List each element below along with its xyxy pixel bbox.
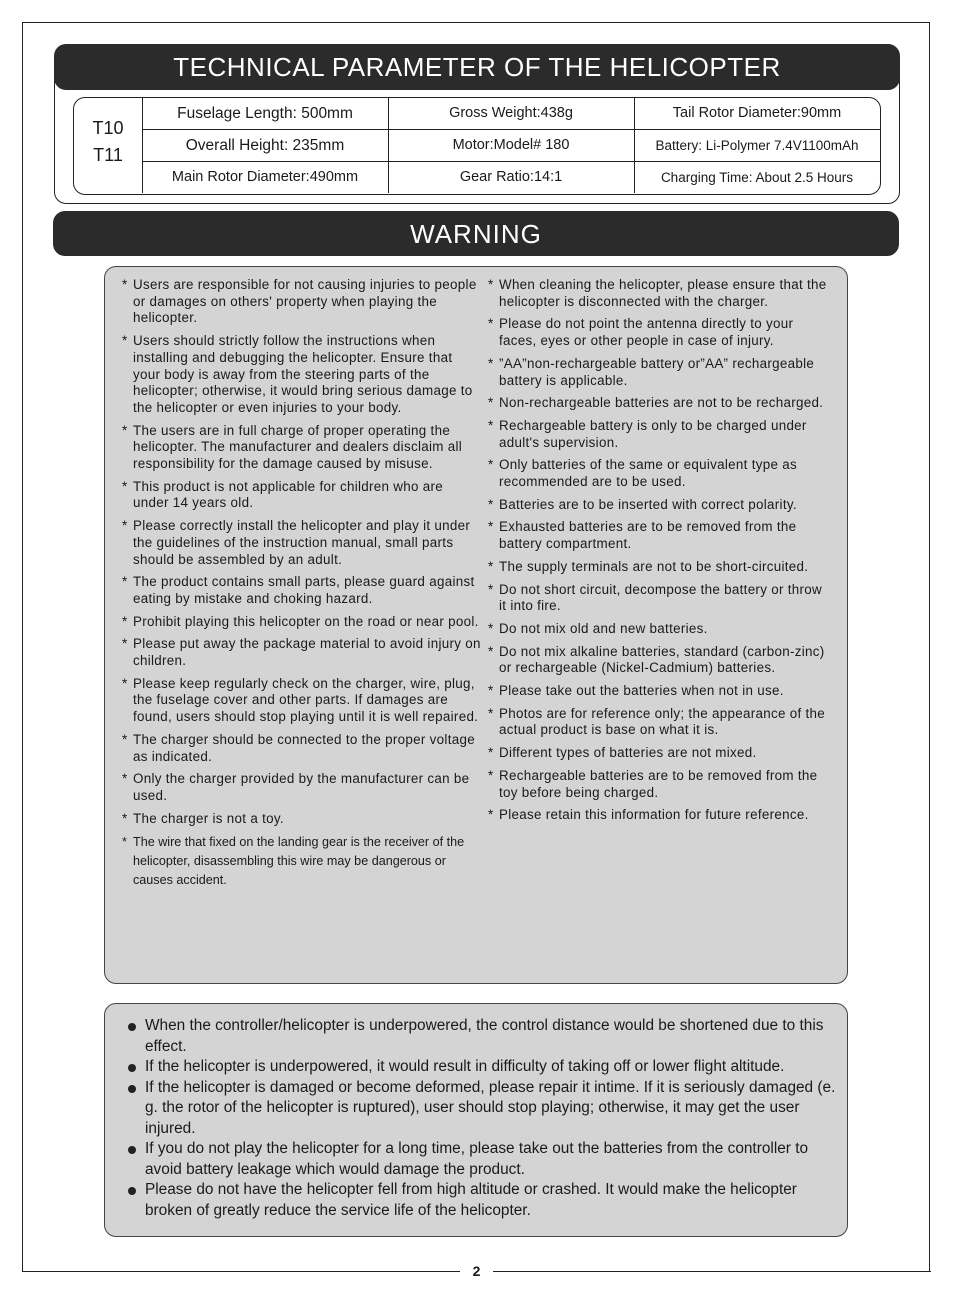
star-bullet: *	[488, 643, 494, 659]
star-bullet: *	[488, 277, 494, 292]
warning-item: * Please take out the batteries when not in use.	[488, 683, 784, 699]
star-bullet: *	[488, 316, 494, 332]
footer-rule-left	[22, 1271, 460, 1272]
note-item: If you do not play the helicopter for a long time, please take out the batteries from the controller to avoid battery leakage which would damage the product.	[125, 1139, 841, 1180]
warning-item: * Please correctly install the helicopter and play it under the guidelines of the instruction manual, small parts should be assembled by an adult.	[122, 518, 471, 567]
tech-section	[54, 44, 900, 204]
warning-column-right	[488, 277, 833, 830]
spec-fuselage-length: Fuselage Length: 500mm	[177, 105, 353, 122]
spec-grid	[142, 98, 880, 193]
star-bullet: *	[122, 333, 128, 349]
warning-item: * Photos are for reference only; the appearance of the actual product is base on what it is.	[488, 705, 826, 738]
spec-gross-weight: Gross Weight:438g	[449, 105, 573, 121]
notes-box	[104, 1003, 848, 1237]
warning-item: * When cleaning the helicopter, please ensure that the helicopter is disconnected with the charger.	[488, 277, 827, 309]
bullet-icon	[128, 1146, 136, 1154]
warning-item: * The charger should be connected to the proper voltage as indicated.	[122, 731, 475, 764]
spec-column-2	[388, 98, 634, 193]
warning-item: * Users should strictly follow the instructions when installing and debugging the helicopter. Ensure that your body is away from the steering parts of the helicopter; otherwise, it would bring serious damage to the helicopter or even injuries to your body.	[122, 333, 473, 415]
star-bullet: *	[488, 683, 494, 699]
star-bullet: *	[122, 675, 128, 691]
star-bullet: *	[488, 457, 494, 473]
tech-title: TECHNICAL PARAMETER OF THE HELICOPTER	[54, 44, 900, 90]
warning-item: * The users are in full charge of proper operating the helicopter. The manufacturer and dealers disclaim all responsibility for the damage caused by misuse.	[122, 422, 463, 472]
spec-tail-rotor-diameter: Tail Rotor Diameter:90mm	[672, 105, 842, 121]
star-bullet: *	[488, 705, 494, 721]
spec-charging-time: Charging Time: About 2.5 Hours	[660, 170, 854, 185]
spec-gear-ratio: Gear Ratio:14:1	[459, 169, 563, 185]
warning-item: * The product contains small parts, please guard against eating by mistake and choking hazard.	[122, 574, 475, 606]
warning-item: * Users are responsible for not causing injuries to people or damages on others' property when playing the helicopter.	[122, 277, 477, 326]
star-bullet: *	[488, 417, 494, 433]
star-bullet: *	[122, 574, 128, 590]
spec-overall-height: Overall Height: 235mm	[185, 137, 345, 154]
bullet-icon	[128, 1064, 136, 1072]
star-bullet: *	[122, 613, 128, 629]
warning-item: * The wire that fixed on the landing gear is the receiver of the helicopter, disassembling this wire may be dangerous or causes accident.	[122, 835, 465, 888]
star-bullet: *	[488, 558, 494, 574]
bullet-icon	[128, 1085, 136, 1093]
model-label-t11: T11	[93, 145, 123, 165]
bullet-icon	[128, 1187, 136, 1195]
star-bullet: *	[122, 277, 128, 292]
star-bullet: *	[488, 581, 494, 597]
footer-rule-right	[493, 1271, 931, 1272]
warning-item: * Do not mix old and new batteries.	[488, 620, 708, 636]
warning-box	[104, 266, 848, 984]
star-bullet: *	[488, 355, 494, 371]
spec-main-rotor-diameter: Main Rotor Diameter:490mm	[171, 169, 359, 185]
warning-item: * Please do not point the antenna directly to your faces, eyes or other people in case of injury.	[488, 316, 794, 349]
star-bullet: *	[488, 745, 494, 761]
spec-table	[73, 97, 881, 195]
warning-item: * Rechargeable batteries are to be removed from the toy before being charged.	[488, 767, 818, 800]
warning-item: * ”AA”non-rechargeable battery or”AA” rechargeable battery is applicable.	[488, 355, 815, 388]
warning-item: * Exhausted batteries are to be removed from the battery compartment.	[488, 519, 797, 552]
model-label-t10: T10	[92, 118, 124, 138]
model-column	[74, 98, 143, 193]
warning-item: * Only the charger provided by the manufacturer can be used.	[122, 771, 470, 803]
star-bullet: *	[122, 518, 128, 534]
warning-item: * Only batteries of the same or equivalent type as recommended are to be used.	[488, 457, 797, 490]
warning-title: WARNING	[53, 211, 899, 256]
warning-item: * Please put away the package material to avoid injury on children.	[122, 636, 481, 669]
spec-column-1	[142, 98, 388, 193]
spec-motor: Motor:Model# 180	[452, 137, 570, 153]
page-number: 2	[472, 1263, 481, 1279]
star-bullet: *	[488, 496, 494, 512]
warning-item: * Please keep regularly check on the charger, wire, plug, the fuselage cover and other parts. If damages are found, users should stop playing until it is well repaired.	[122, 675, 479, 725]
star-bullet: *	[488, 767, 494, 783]
star-bullet: *	[122, 810, 128, 826]
warning-item: * Do not short circuit, decompose the battery or throw it into fire.	[488, 581, 822, 614]
warning-item: * This product is not applicable for children who are under 14 years old.	[122, 478, 444, 511]
star-bullet: *	[488, 519, 494, 535]
star-bullet: *	[488, 620, 494, 636]
star-bullet: *	[122, 731, 128, 747]
warning-item: * Do not mix alkaline batteries, standard (carbon-zinc) or rechargeable (Nickel-Cadmium) batteries.	[488, 643, 825, 676]
star-bullet: *	[122, 422, 128, 438]
warning-item: * The supply terminals are not to be short-circuited.	[488, 558, 809, 574]
star-bullet: *	[122, 636, 128, 652]
note-item: If the helicopter is damaged or become deformed, please repair it intime. If it is seriously damaged (e. g. the rotor of the helicopter is ruptured), user should stop playing; otherwise, it may get the user injured.	[125, 1078, 841, 1140]
spec-column-3	[634, 98, 880, 193]
spec-battery: Battery: Li-Polymer 7.4V1100mAh	[655, 138, 859, 153]
warning-column-left	[122, 277, 482, 896]
warning-item: * Batteries are to be inserted with correct polarity.	[488, 496, 797, 512]
bullet-icon	[128, 1023, 136, 1031]
warning-item: * Prohibit playing this helicopter on the road or near pool.	[122, 613, 479, 629]
note-item: Please do not have the helicopter fell from high altitude or crashed. It would make the helicopter broken of greatly reduce the service life of the helicopter.	[125, 1180, 841, 1221]
star-bullet: *	[488, 807, 494, 823]
star-bullet: *	[488, 395, 494, 411]
note-item: If the helicopter is underpowered, it would result in difficulty of taking off or lower flight altitude.	[125, 1057, 841, 1078]
warning-item: * Non-rechargeable batteries are not to be recharged.	[488, 395, 824, 411]
star-bullet: *	[122, 835, 127, 850]
warning-item: * Please retain this information for future reference.	[488, 807, 809, 823]
warning-item: * Different types of batteries are not mixed.	[488, 745, 757, 761]
notes-list	[125, 1016, 841, 1221]
star-bullet: *	[122, 478, 128, 494]
warning-item: * The charger is not a toy.	[122, 810, 284, 826]
warning-item: * Rechargeable battery is only to be charged under adult's supervision.	[488, 417, 807, 450]
star-bullet: *	[122, 771, 128, 787]
note-item: When the controller/helicopter is underpowered, the control distance would be shortened due to this effect.	[125, 1016, 841, 1057]
